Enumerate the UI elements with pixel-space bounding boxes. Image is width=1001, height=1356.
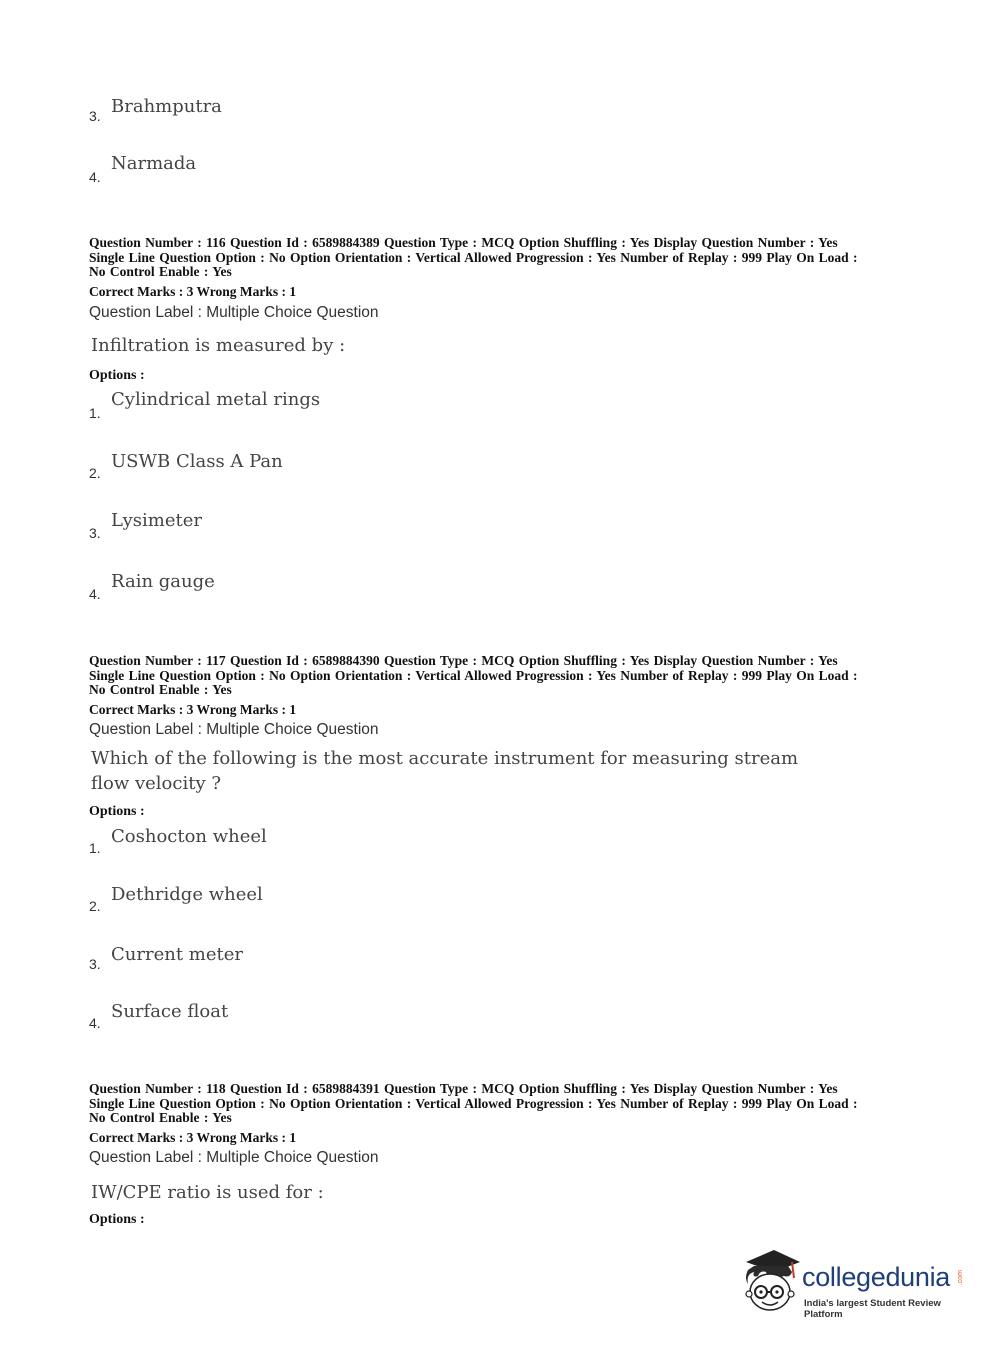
option-number: 3. [89, 525, 101, 541]
logo-tagline: India's largest Student Review Platform [804, 1298, 941, 1320]
option-text: USWB Class A Pan [111, 451, 283, 472]
question-meta [89, 1082, 919, 1126]
option-text: Dethridge wheel [111, 884, 263, 905]
option-text: Rain gauge [111, 571, 215, 592]
question-marks: Correct Marks : 3 Wrong Marks : 1 [89, 1130, 297, 1145]
option-text: Current meter [111, 944, 243, 965]
question-meta [89, 236, 919, 280]
question-label: Question Label : Multiple Choice Question [89, 721, 379, 738]
option-number: 2. [89, 465, 101, 481]
options-heading: Options : [89, 804, 145, 819]
question-text: IW/CPE ratio is used for : [91, 1182, 324, 1203]
option-text: Lysimeter [111, 510, 203, 531]
mascot-icon [740, 1248, 802, 1314]
option-text: Narmada [111, 153, 197, 174]
option-number: 4. [89, 1015, 101, 1031]
option-text: Cylindrical metal rings [111, 389, 321, 410]
meta-line: Question Number : 117 Question Id : 6589884390 Question Type : MCQ Option Shuffling : Yes Display Question Number : Yes [89, 653, 838, 668]
option-number: 4. [89, 586, 101, 602]
option-number: 4. [89, 169, 101, 185]
collegedunia-logo [740, 1248, 970, 1318]
question-marks: Correct Marks : 3 Wrong Marks : 1 [89, 702, 297, 717]
meta-line: No Control Enable : Yes [89, 264, 232, 279]
option-text: Coshocton wheel [111, 826, 267, 847]
option-number: 1. [89, 840, 101, 856]
option-number: 3. [89, 956, 101, 972]
question-meta [89, 654, 919, 698]
question-label: Question Label : Multiple Choice Question [89, 304, 379, 321]
option-number: 1. [89, 405, 101, 421]
option-number: 3. [89, 108, 101, 124]
options-heading: Options : [89, 368, 145, 383]
option-text: Brahmputra [111, 96, 222, 117]
question-label: Question Label : Multiple Choice Question [89, 1149, 379, 1166]
meta-line: No Control Enable : Yes [89, 1110, 232, 1125]
option-number: 2. [89, 898, 101, 914]
logo-com: .com [957, 1270, 964, 1286]
meta-line: No Control Enable : Yes [89, 682, 232, 697]
question-text-line: Which of the following is the most accurate instrument for measuring stream [91, 748, 799, 769]
meta-line: Single Line Question Option : No Option Orientation : Vertical Allowed Progression : Yes Number of Replay : 999 Play On Load : [89, 249, 858, 265]
meta-line: Single Line Question Option : No Option Orientation : Vertical Allowed Progression : Yes Number of Replay : 999 Play On Load : [89, 1095, 858, 1111]
meta-line: Question Number : 118 Question Id : 6589884391 Question Type : MCQ Option Shuffling : Yes Display Question Number : Yes [89, 1081, 838, 1096]
question-text: Infiltration is measured by : [91, 335, 346, 356]
meta-line: Question Number : 116 Question Id : 6589884389 Question Type : MCQ Option Shuffling : Yes Display Question Number : Yes [89, 235, 838, 250]
logo-wordmark: collegedunia [802, 1262, 951, 1292]
option-text: Surface float [111, 1001, 229, 1022]
question-text [91, 746, 811, 796]
meta-line: Single Line Question Option : No Option Orientation : Vertical Allowed Progression : Yes Number of Replay : 999 Play On Load : [89, 667, 858, 683]
question-text-line: flow velocity ? [91, 773, 221, 794]
question-marks: Correct Marks : 3 Wrong Marks : 1 [89, 284, 297, 299]
options-heading: Options : [89, 1212, 145, 1227]
